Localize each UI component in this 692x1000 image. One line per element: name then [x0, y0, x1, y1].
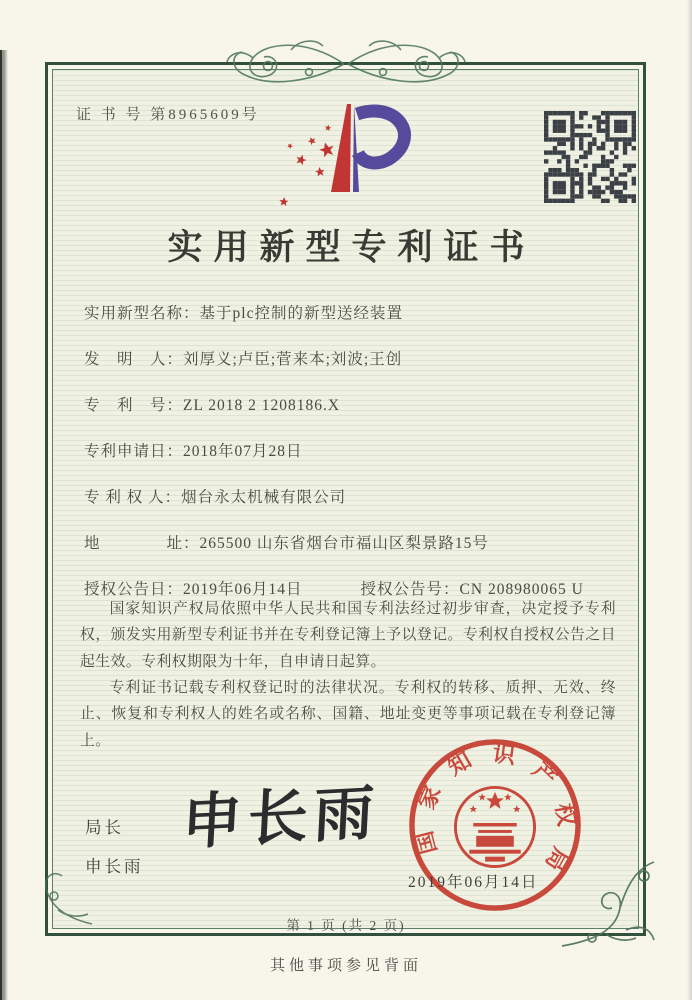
page-number: 第 1 页 (共 2 页)	[286, 918, 406, 933]
field-label: 实用新型名称：	[84, 305, 200, 322]
field-label: 发 明 人：	[84, 351, 184, 368]
certificate-title: 实用新型专利证书	[167, 228, 536, 267]
seal-national-emblem	[455, 787, 534, 866]
cnipa-logo	[270, 100, 432, 206]
logo-stars	[277, 124, 336, 206]
scan-edge-shadow	[0, 50, 8, 1000]
seal-date: 2019年06月14日	[408, 874, 539, 891]
back-side-note: 其他事项参见背面	[269, 958, 422, 974]
svg-text:国家知识产权局	[411, 741, 580, 875]
legal-text	[80, 596, 616, 754]
field-filing-date	[84, 439, 629, 461]
field-value: 刘厚义;卢臣;菅来本;刘波;王创	[183, 351, 403, 368]
field-label: 专利申请日：	[84, 443, 184, 460]
certificate-number: 证 书 号 第8965609号	[76, 107, 260, 123]
logo-red-spike	[331, 104, 351, 192]
field-label: 专 利 号：	[84, 397, 184, 414]
qr-code	[544, 111, 636, 203]
field-label: 授权公告日：	[84, 581, 184, 598]
top-scroll-ornament	[221, 28, 471, 92]
field-list	[84, 301, 629, 623]
field-value: ZL 2018 2 1208186.X	[183, 397, 341, 414]
field-value: 265500 山东省烟台市福山区梨景路15号	[199, 535, 489, 552]
field-value: 烟台永太机械有限公司	[181, 489, 347, 506]
field-value: 2019年06月14日	[183, 581, 303, 598]
field-patentee	[84, 485, 629, 507]
field-value: 基于plc控制的新型送经装置	[199, 305, 403, 322]
field-label: 地 址：	[84, 535, 200, 552]
seal-text: 国家知识产权局	[411, 740, 580, 876]
director-title: 局长	[85, 818, 124, 837]
legal-paragraph-2: 专利证书记载专利权登记时的法律状况。专利权的转移、质押、无效、终止、恢复和专利权人的姓名或名称、国籍、地址变更等事项记载在专利登记簿上。	[80, 679, 616, 749]
director-name: 申长雨	[85, 857, 144, 876]
field-patent-number	[84, 393, 629, 415]
field-address	[84, 531, 629, 553]
field-value: 2018年07月28日	[183, 443, 303, 460]
legal-paragraph-1: 国家知识产权局依照中华人民共和国专利法经过初步审查，决定授予专利权，颁发实用新型专利证书并在专利登记簿上予以登记。专利权自授权公告之日起生效。专利权期限为十年，自申请日起算。	[80, 601, 616, 670]
logo-p-bowl	[357, 111, 404, 163]
scan-edge-shadow-right	[687, 0, 692, 1000]
field-value: CN 208980065 U	[459, 581, 584, 598]
director-signature: 申长雨	[180, 779, 382, 857]
field-label: 专 利 权 人：	[84, 489, 182, 506]
field-utility-model-name	[84, 301, 629, 323]
field-inventors	[84, 347, 629, 369]
field-label: 授权公告号：	[360, 581, 460, 598]
